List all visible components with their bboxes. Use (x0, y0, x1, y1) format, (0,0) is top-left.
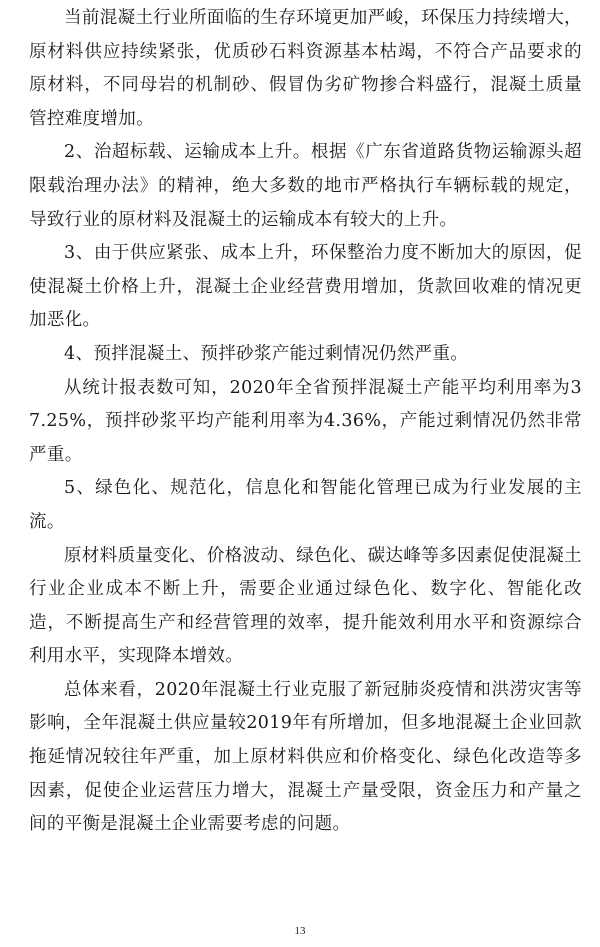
paragraph-item-4-heading: 4、预拌混凝土、预拌砂浆产能过剩情况仍然严重。 (64, 343, 469, 364)
paragraph-item-2-overload: 2、治超标载、运输成本上升。根据《广东省道路货物运输源头超限载治理办法》的精神，绝大多数的地市严格执行车辆标载的规定，导致行业的原材料及混凝土的运输成本有较大的上升。 (29, 142, 582, 230)
paragraph-item-3-price: 3、由于供应紧张、成本上升，环保整治力度不断加大的原因，促使混凝土价格上升，混凝土企业经营费用增加，货款回收难的情况更加恶化。 (29, 243, 582, 331)
paragraph-item-5-heading: 5、绿色化、规范化，信息化和智能化管理已成为行业发展的主流。 (29, 478, 582, 532)
paragraph-cost-factors: 原材料质量变化、价格波动、绿色化、碳达峰等多因素促使混凝土行业企业成本不断上升，需要企业通过绿色化、数字化、智能化改造，不断提高生产和经营管理的效率，提升能效利用水平和资源综合利用水平，实现降本增效。 (29, 545, 582, 667)
body-text (29, 2, 582, 842)
paragraph-environment: 当前混凝土行业所面临的生存环境更加严峻，环保压力持续增大，原材料供应持续紧张，优质砂石料资源基本枯竭，不符合产品要求的原材料，不同母岩的机制砂、假冒伪劣矿物掺合料盛行，混凝土质量管控难度增加。 (29, 8, 582, 129)
paragraph-capacity-statistics: 从统计报表数可知，2020年全省预拌混凝土产能平均利用率为37.25%，预拌砂浆平均产能利用率为4.36%，产能过剩情况仍然非常严重。 (29, 377, 582, 465)
paragraph-summary: 总体来看，2020年混凝土行业克服了新冠肺炎疫情和洪涝灾害等影响，全年混凝土供应量较2019年有所增加，但多地混凝土企业回款拖延情况较往年严重，加上原材料供应和价格变化、绿色化改造等多因素，促使企业运营压力增大，混凝土产量受限，资金压力和产量之间的平衡是混凝土企业需要考虑的问题。 (29, 679, 582, 835)
page-number: 13 (294, 925, 306, 937)
